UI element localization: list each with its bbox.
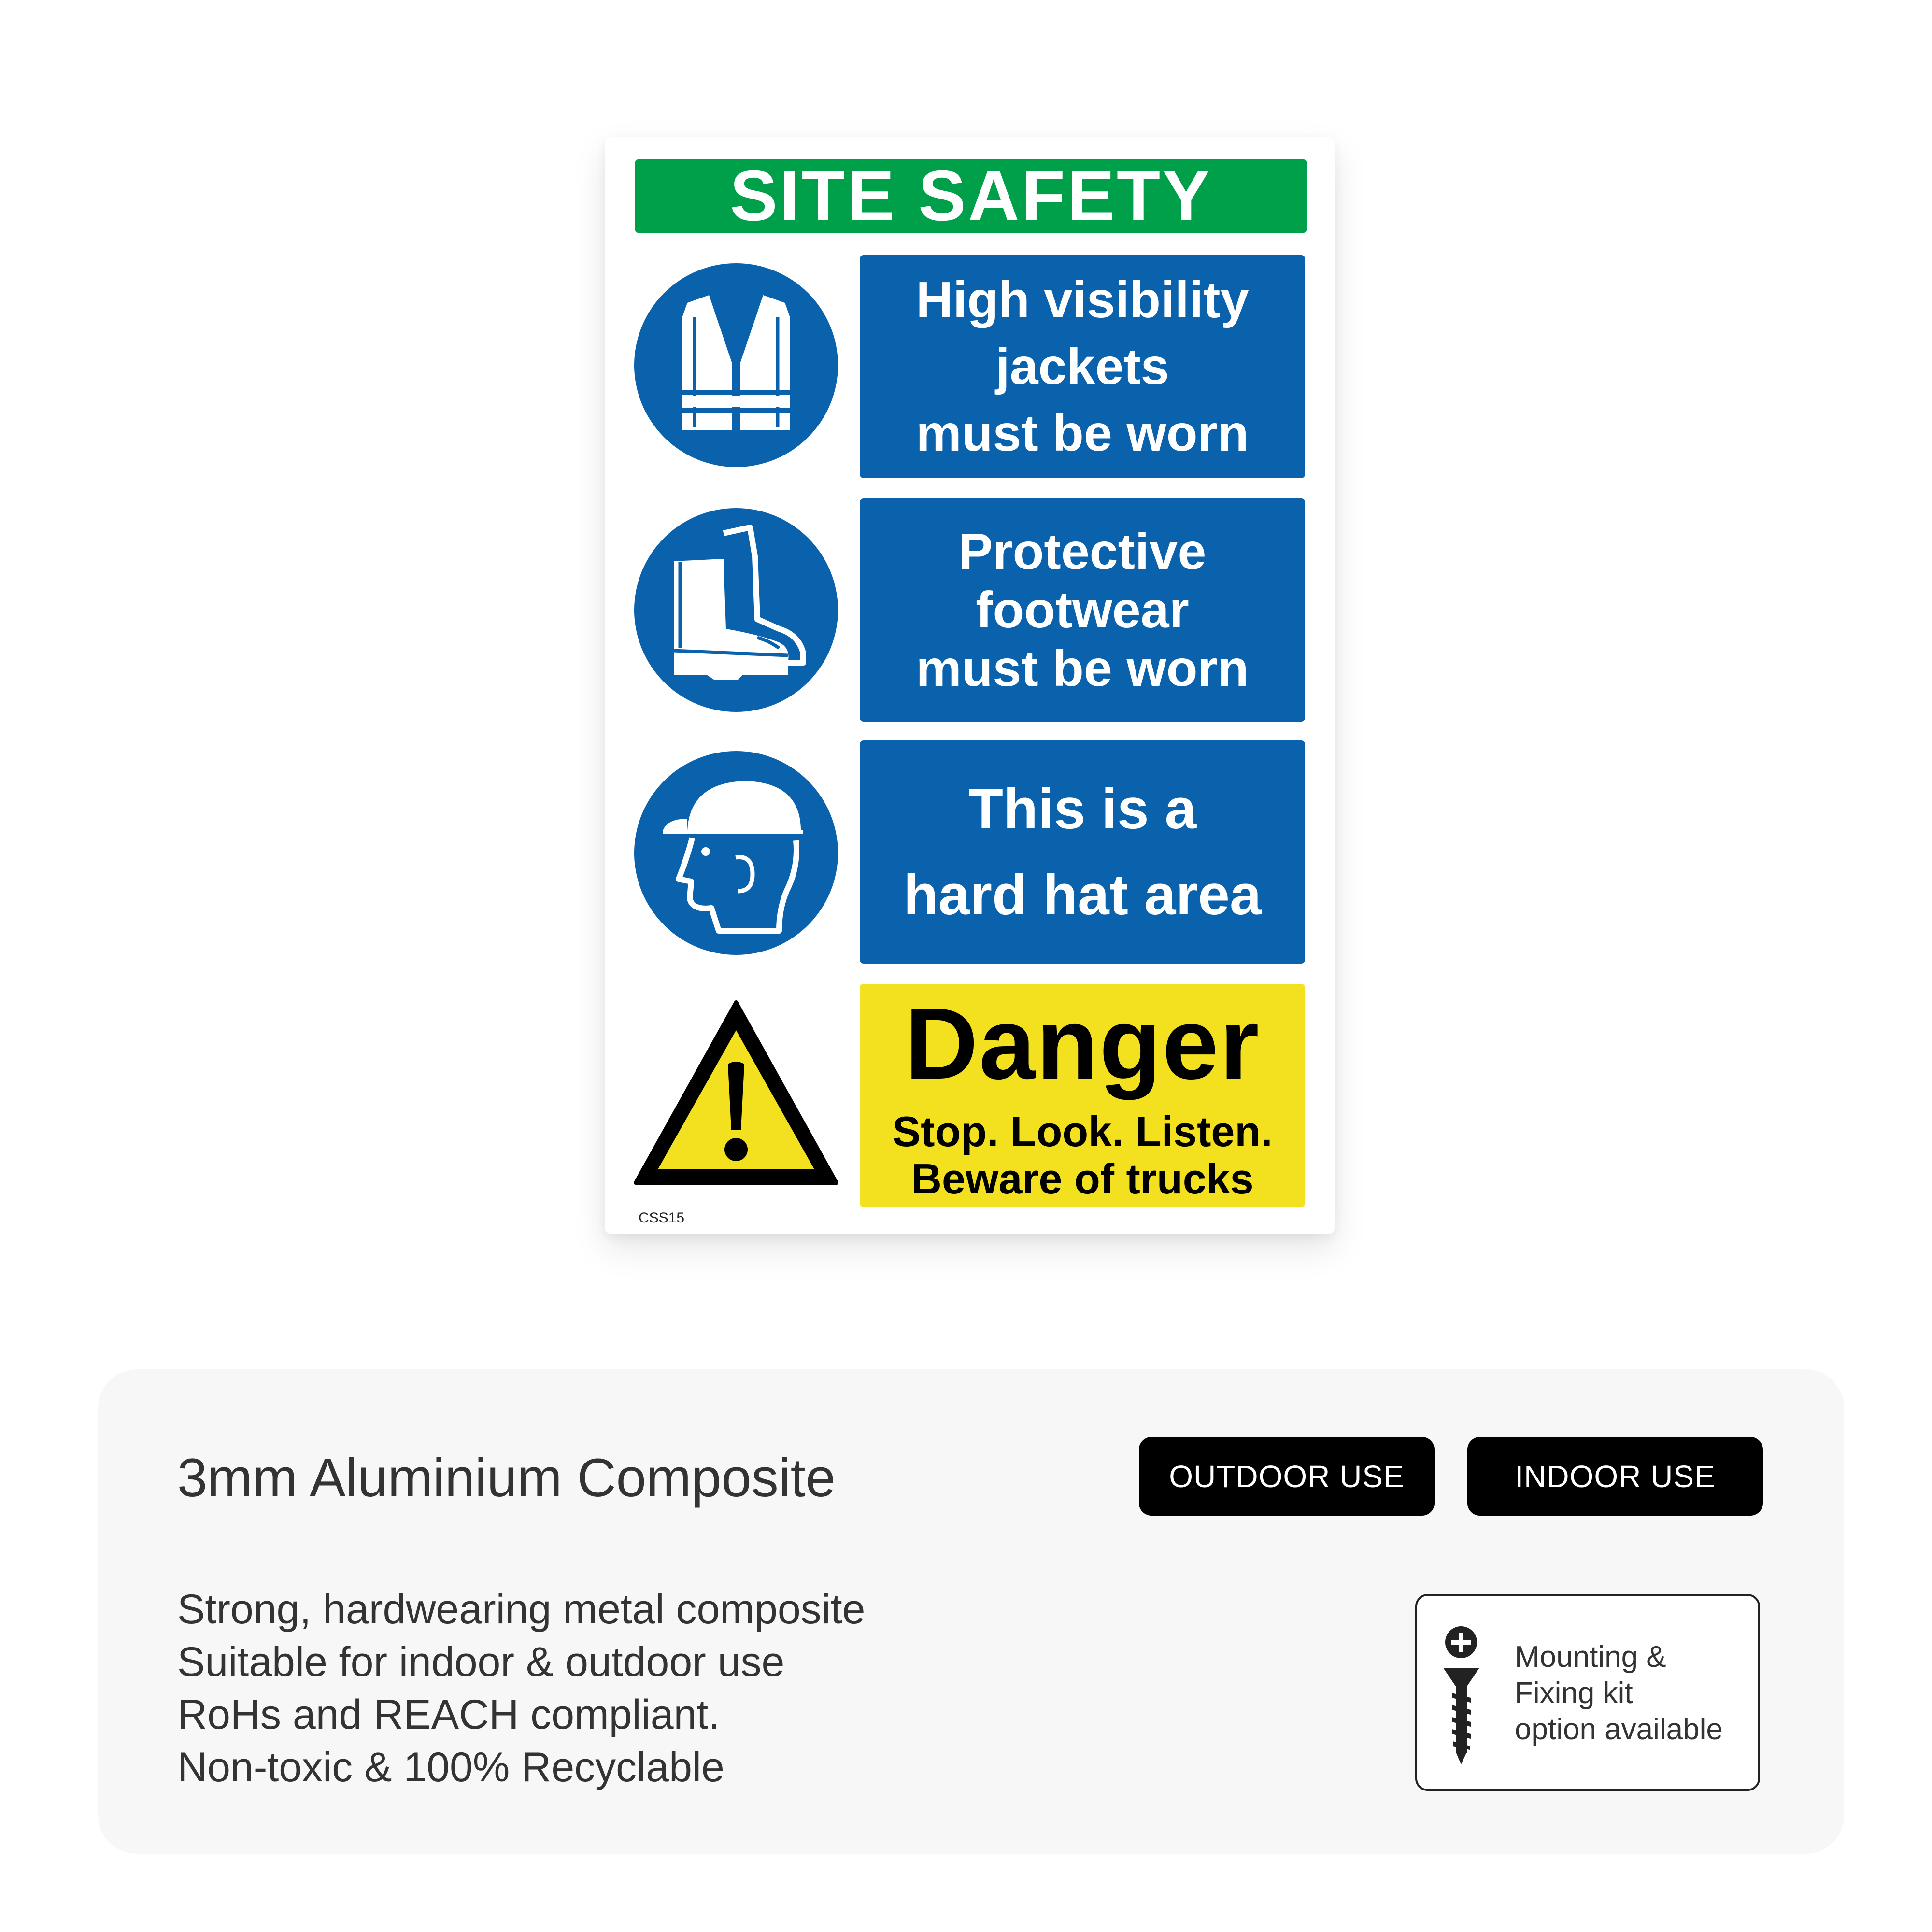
danger-line-1: Stop. Look. Listen. [892,1108,1273,1155]
panel-footwear-line-3: must be worn [916,639,1249,697]
panel-hi-vis-line-2: jackets [995,338,1169,395]
danger-title: Danger [905,987,1260,1100]
hard-hat-icon [634,751,838,955]
outdoor-use-badge: OUTDOOR USE [1139,1437,1435,1516]
feature-item: RoHs and REACH compliant. [177,1691,720,1738]
panel-footwear-line-1: Protective [958,523,1207,580]
indoor-use-badge: INDOOR USE [1467,1437,1763,1516]
fixing-kit-line-3: option available [1515,1713,1723,1746]
panel-hi-vis-line-1: High visibility [916,271,1249,328]
warning-triangle-icon [632,997,840,1189]
panel-hard-hat [860,740,1305,964]
fixing-kit-line-1: Mounting & [1515,1640,1666,1674]
panel-hard-hat-line-1: This is a [968,777,1197,841]
material-title: 3mm Aluminium Composite [177,1448,836,1508]
panel-footwear [860,498,1305,722]
panel-footwear-line-2: footwear [976,581,1189,639]
panel-hi-vis-line-3: must be worn [916,405,1249,462]
sign-code: CSS15 [639,1210,685,1226]
panel-hi-vis [860,255,1305,478]
hi-vis-vest-icon [634,263,838,467]
feature-item: Suitable for indoor & outdoor use [177,1639,785,1685]
fixing-kit-line-2: Fixing kit [1515,1676,1633,1710]
feature-item: Non-toxic & 100% Recyclable [177,1744,724,1790]
panel-danger [860,984,1305,1207]
sign-header: SITE SAFETY [635,159,1307,233]
screw-icon [1438,1625,1484,1765]
safety-boot-icon [634,508,838,712]
feature-item: Strong, hardwearing metal composite [177,1586,866,1633]
danger-line-2: Beware of trucks [911,1155,1254,1203]
panel-hard-hat-line-2: hard hat area [903,863,1262,927]
fixing-kit-text [1515,1639,1723,1747]
feature-list [177,1583,866,1794]
